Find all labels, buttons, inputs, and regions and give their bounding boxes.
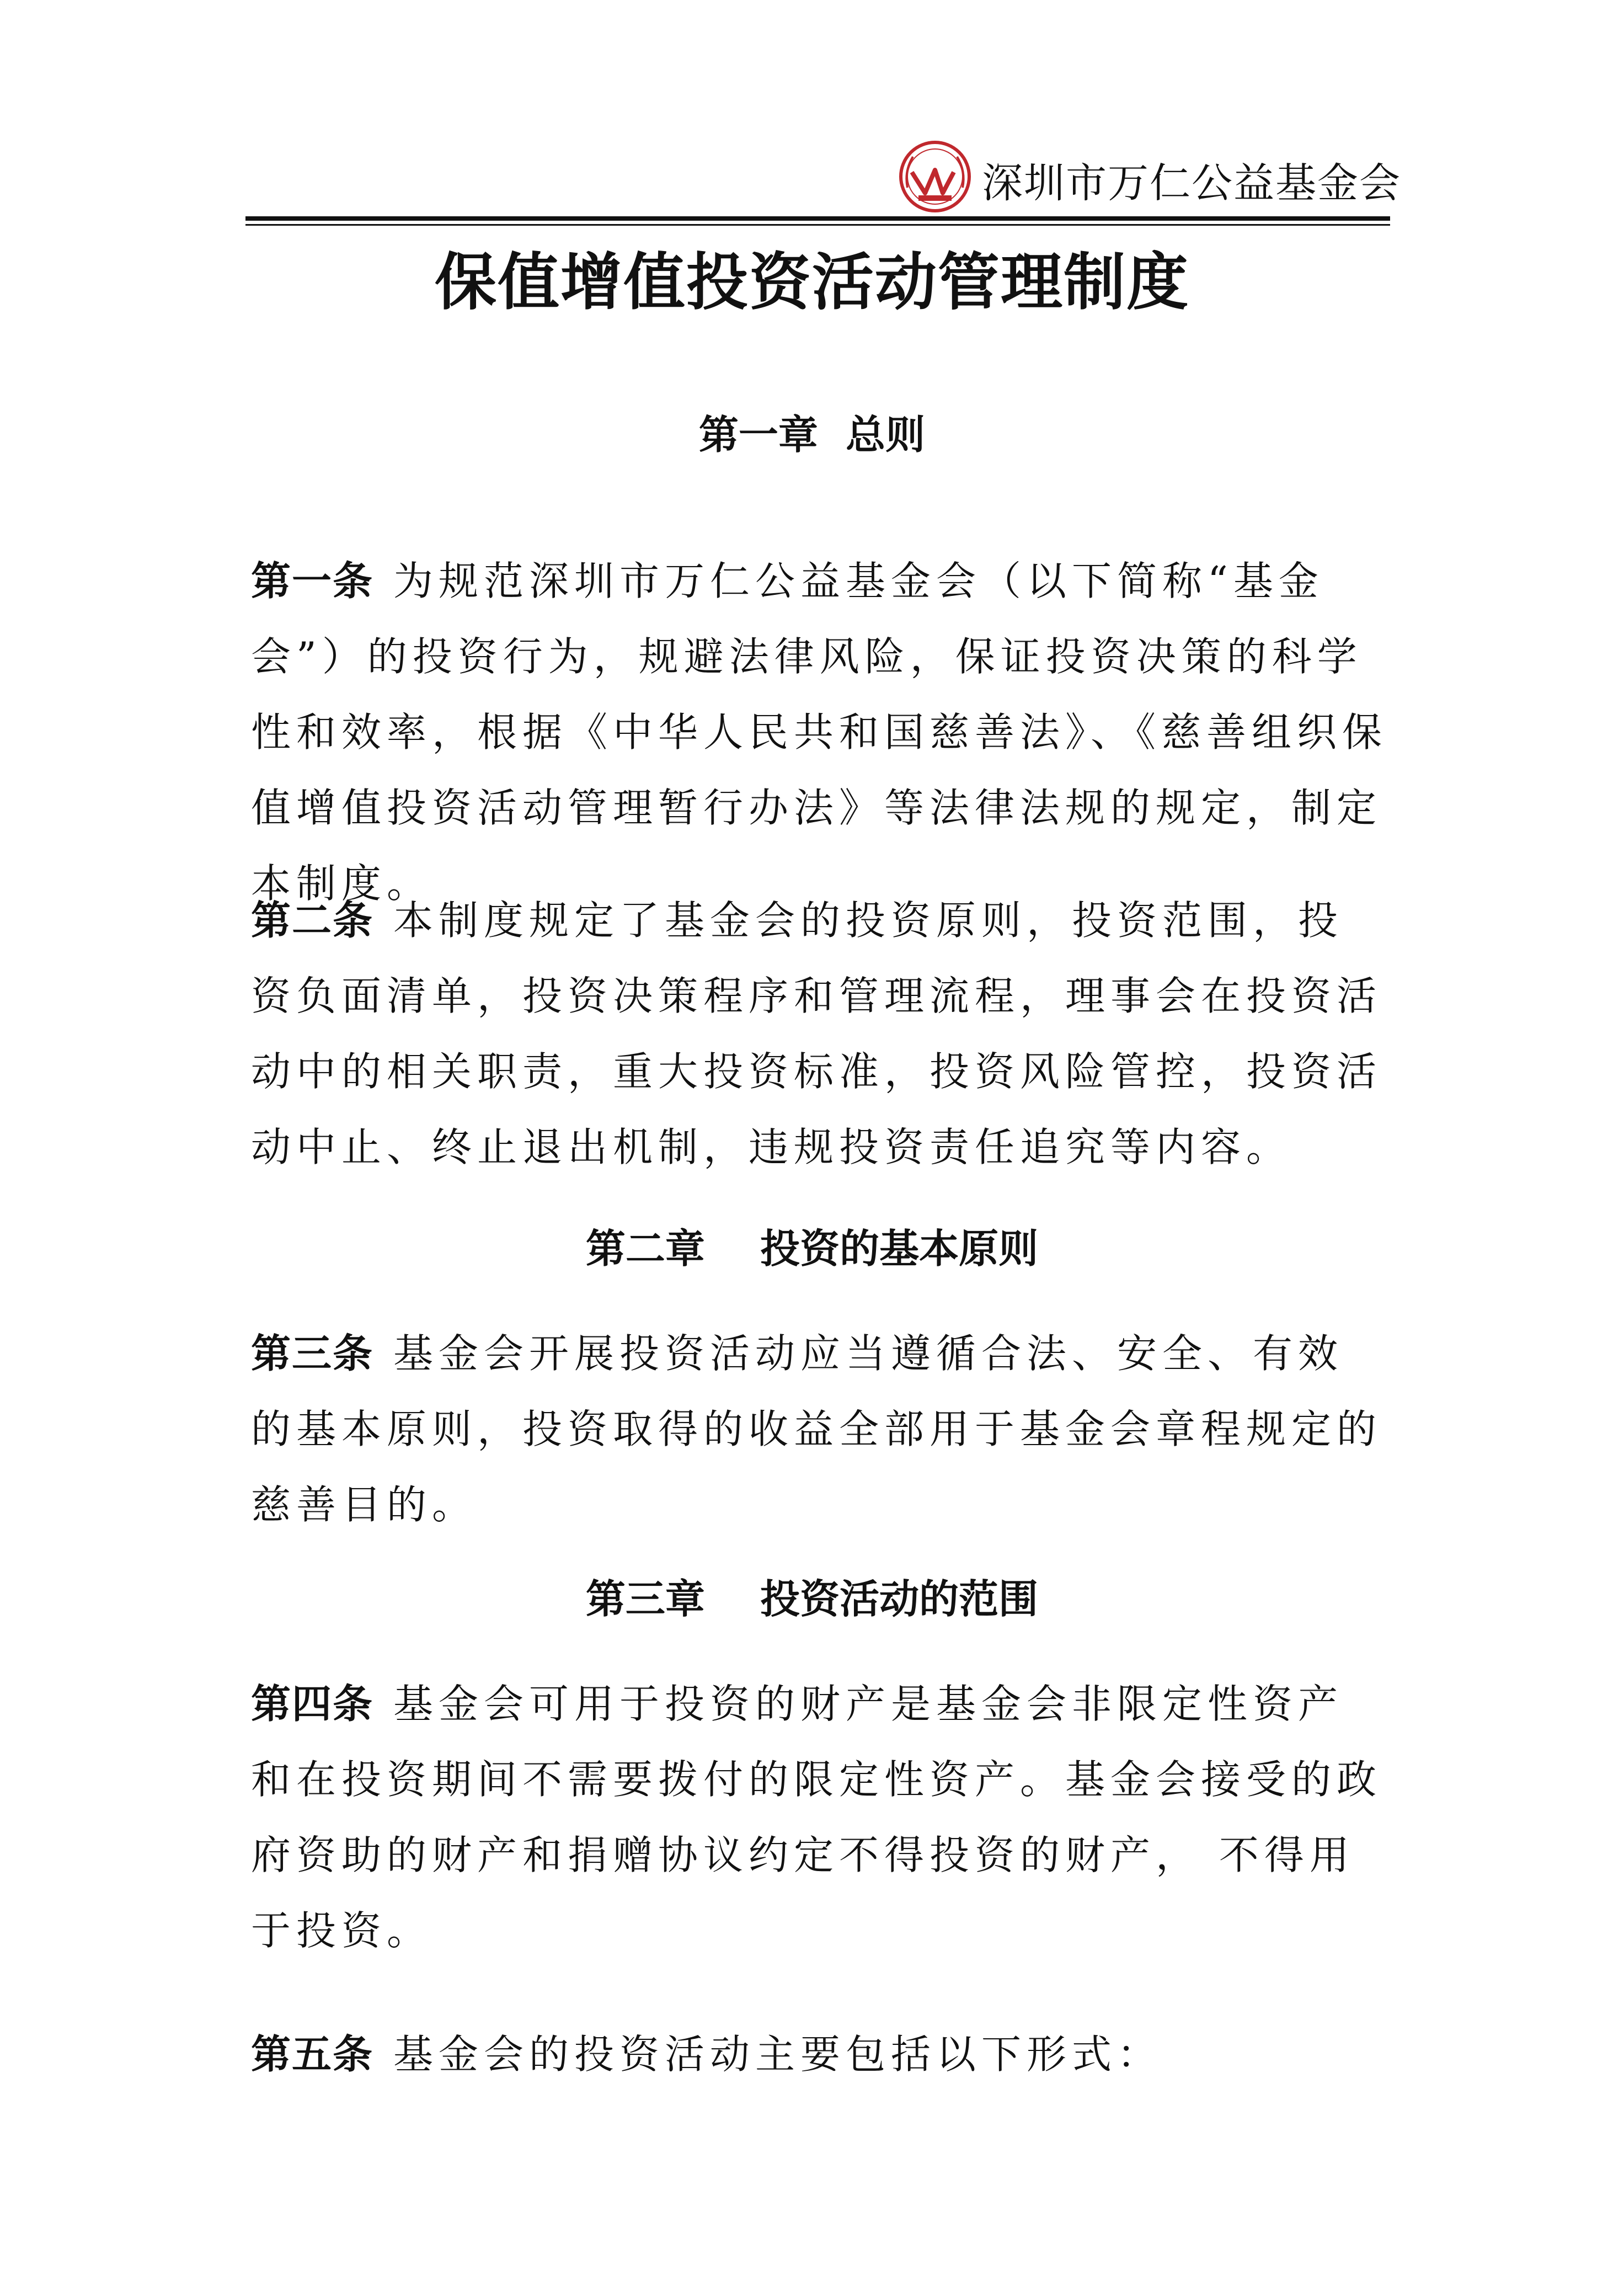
article-2	[251, 883, 1387, 1185]
article-3	[251, 1316, 1387, 1543]
article-4-text: 基金会可用于投资的财产是基金会非限定性资产和在投资期间不需要拨付的限定性资产。基金会接受的政府资助的财产和捐赠协议约定不得投资的财产， 不得用于投资。	[251, 1681, 1382, 1954]
chapter-heading-3: 第三章 投资活动的范围	[585, 1576, 1039, 1622]
article-1	[251, 544, 1387, 921]
article-1-label: 第一条	[251, 558, 374, 604]
article-4	[251, 1666, 1387, 1969]
header-divider-thin	[245, 224, 1390, 226]
article-2-text: 本制度规定了基金会的投资原则，投资范围，投资负面清单，投资决策程序和管理流程，理事会在投资活动中的相关职责，重大投资标准，投资风险管控，投资活动中止、终止退出机制，违规投资责任追究等内容。	[251, 897, 1382, 1170]
header-org-name: 深圳市万仁公益基金会	[982, 159, 1401, 207]
header-divider-thick	[245, 216, 1390, 221]
article-4-label: 第四条	[251, 1681, 374, 1727]
page-header	[245, 132, 1401, 232]
article-5-label: 第五条	[251, 2031, 374, 2077]
article-3-text: 基金会开展投资活动应当遵循合法、安全、有效的基本原则，投资取得的收益全部用于基金会章程规定的慈善目的。	[251, 1330, 1382, 1528]
document-title: 保值增值投资活动管理制度	[435, 247, 1189, 318]
chapter-heading-1: 第一章 总则	[698, 412, 926, 458]
article-1-text: 为规范深圳市万仁公益基金会（以下简称“基金会”）的投资行为，规避法律风险，保证投资决策的科学性和效率，根据《中华人民共和国慈善法》、《慈善组织保值增值投资活动管理暂行办法》等法律法规的规定，制定本制度。	[251, 558, 1388, 907]
article-3-label: 第三条	[251, 1330, 374, 1377]
chapter-heading-2: 第二章 投资的基本原则	[585, 1226, 1039, 1272]
foundation-logo-icon	[896, 138, 974, 215]
article-2-label: 第二条	[251, 897, 374, 944]
article-5	[251, 2017, 1387, 2092]
article-5-text: 基金会的投资活动主要包括以下形式：	[393, 2031, 1163, 2077]
